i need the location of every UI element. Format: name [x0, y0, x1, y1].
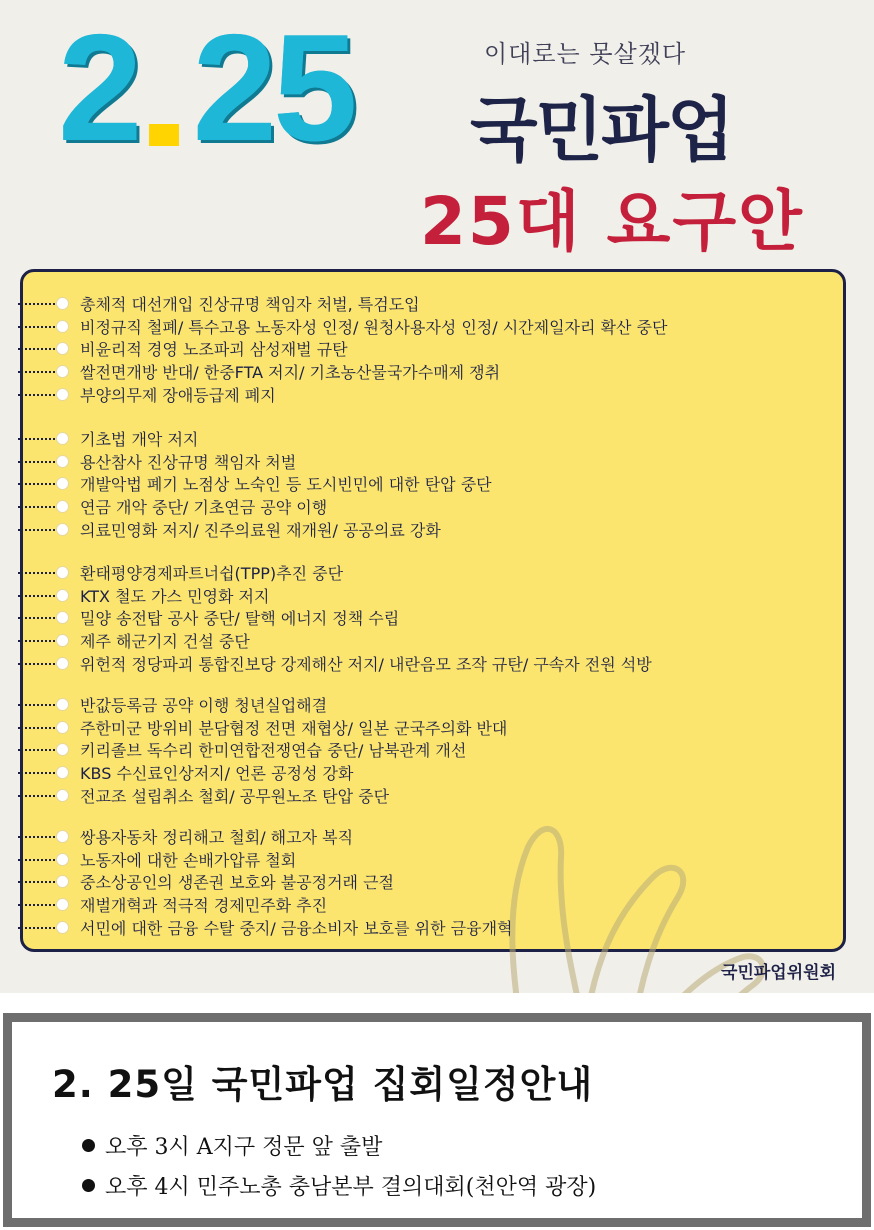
demand-text: KTX 철도 가스 민영화 저지: [80, 586, 270, 606]
bullet-dot-icon: [82, 1179, 95, 1192]
poster-date: [58, 3, 354, 173]
bullet-icon: [56, 698, 69, 711]
bullet-icon: [56, 297, 69, 310]
bullet-icon: [56, 523, 69, 536]
rally-notice: [3, 1013, 871, 1227]
bullet-icon: [56, 721, 69, 734]
demand-text: 용산참사 진상규명 책임자 처벌: [80, 452, 297, 472]
bullet-icon: [56, 921, 69, 934]
slogan-small: 이대로는 못살겠다: [484, 40, 687, 68]
demand-text: 환태평양경제파트너쉽(TPP)추진 중단: [80, 564, 344, 583]
demand-text: 전교조 설립취소 철회/ 공무원노조 탄압 중단: [80, 786, 390, 806]
demand-text: 중소상공인의 생존권 보호와 불공정거래 근절: [80, 873, 395, 893]
demand-text: 쌍용자동차 정리해고 철회/ 해고자 복직: [80, 828, 354, 847]
bullet-icon: [56, 566, 69, 579]
notice-item: [82, 1170, 596, 1201]
demand-text: 의료민영화 저지/ 진주의료원 재개원/ 공공의료 강화: [80, 520, 441, 540]
demand-text: 위헌적 정당파괴 통합진보당 강제해산 저지/ 내란음모 조작 규탄/ 구속자 전원 석방: [80, 654, 652, 674]
bullet-icon: [56, 898, 69, 911]
bullet-icon: [56, 789, 69, 802]
demand-text: 반값등록금 공약 이행 청년실업해결: [80, 696, 328, 715]
demand-text: 기초법 개악 저지: [80, 430, 199, 449]
demands-title: 25대 요구안: [420, 183, 804, 260]
bullet-icon: [56, 634, 69, 647]
demand-text: 비정규직 철폐/ 특수고용 노동자성 인정/ 원청사용자성 인정/ 시간제일자리 확산 중단: [80, 317, 668, 337]
bullet-icon: [56, 432, 69, 445]
bullet-icon: [56, 455, 69, 468]
demand-text: KBS 수신료인상저지/ 언론 공정성 강화: [80, 764, 354, 784]
bullet-dot-icon: [82, 1139, 95, 1152]
date-dot: [149, 124, 179, 146]
bullet-icon: [56, 320, 69, 333]
bullet-icon: [56, 388, 69, 401]
notice-item-text: 오후 4시 민주노총 충남본부 결의대회(천안역 광장): [105, 1175, 597, 1200]
demand-text: 주한미군 방위비 분담협정 전면 재협상/ 일본 군국주의화 반대: [80, 718, 508, 738]
demand-text: 부양의무제 장애등급제 폐지: [80, 385, 276, 405]
bullet-icon: [56, 500, 69, 513]
demand-text: 서민에 대한 금융 수탈 중지/ 금융소비자 보호를 위한 금융개혁: [80, 918, 513, 938]
demand-text: 재벌개혁과 적극적 경제민주화 추진: [80, 896, 328, 916]
demand-text: 밀양 송전탑 공사 중단/ 탈핵 에너지 정책 수립: [80, 609, 400, 629]
demand-text: 연금 개악 중단/ 기초연금 공약 이행: [80, 498, 328, 518]
notice-item: [82, 1130, 382, 1161]
demand-text: 노동자에 대한 손배가압류 철회: [80, 850, 297, 870]
slogan-big: 국민파업: [470, 89, 733, 171]
demand-text: 쌀전면개방 반대/ 한중FTA 저지/ 기초농산물국가수매제 쟁취: [80, 363, 501, 383]
bullet-icon: [56, 657, 69, 670]
demand-text: 제주 해군기지 건설 중단: [80, 632, 250, 652]
demand-text: 개발악법 폐기 노점상 노숙인 등 도시빈민에 대한 탄압 중단: [80, 475, 492, 495]
bullet-icon: [56, 853, 69, 866]
organizer-name: 국민파업위원회: [721, 963, 836, 983]
bullet-icon: [56, 365, 69, 378]
notice-title: 2. 25일 국민파업 집회일정안내: [52, 1063, 594, 1106]
notice-item-text: 오후 3시 A지구 정문 앞 출발: [105, 1135, 383, 1160]
demand-text: 총체적 대선개입 진상규명 책임자 처벌, 특검도입: [80, 295, 420, 314]
demand-text: 비윤리적 경영 노조파괴 삼성재벌 규탄: [80, 340, 348, 360]
bullet-icon: [56, 766, 69, 779]
date-day: 25: [192, 3, 354, 173]
bullet-icon: [56, 830, 69, 843]
bullet-icon: [56, 589, 69, 602]
date-month: 2: [58, 3, 139, 173]
demand-text: 키리졸브 독수리 한미연합전쟁연습 중단/ 남북관계 개선: [80, 741, 467, 761]
